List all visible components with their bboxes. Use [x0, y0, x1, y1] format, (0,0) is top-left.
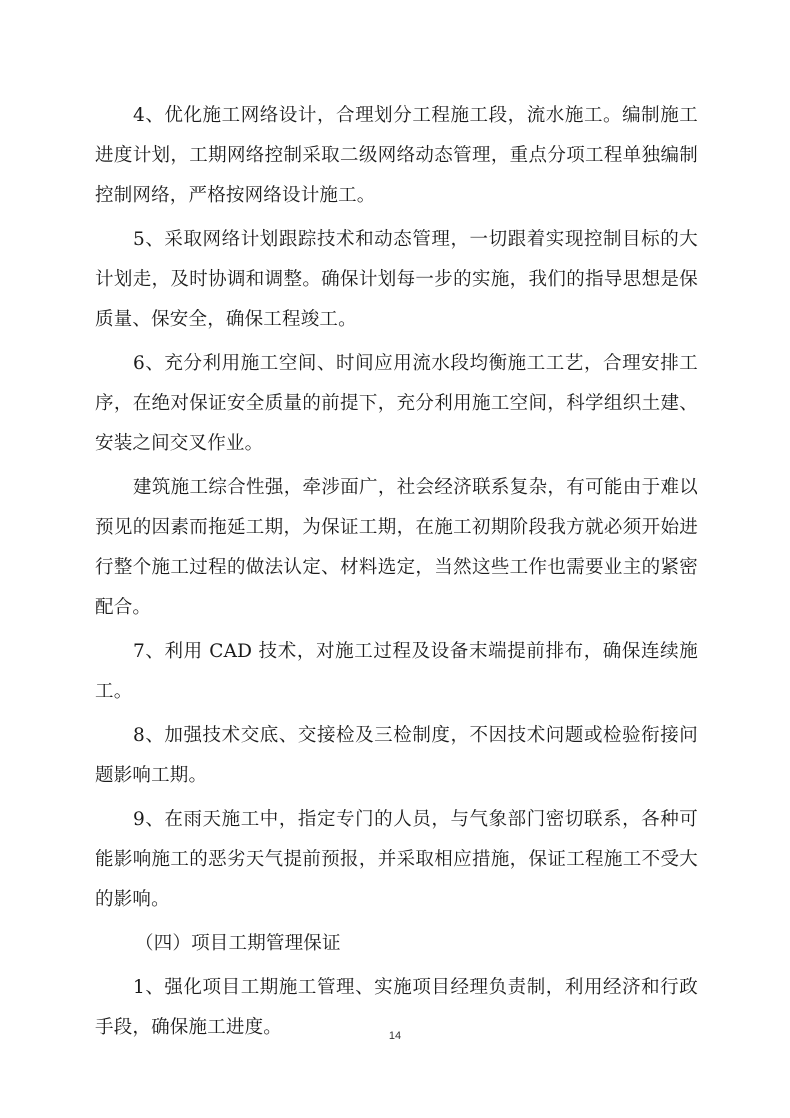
document-body: [95, 96, 698, 1052]
paragraph-item-5: 5、采取网络计划跟踪技术和动态管理，一切跟着实现控制目标的大计划走，及时协调和调整。确保计划每一步的实施，我们的指导思想是保质量、保安全，确保工程竣工。: [95, 229, 698, 330]
page-number: 14: [388, 1030, 402, 1042]
paragraph-item-4: 4、优化施工网络设计，合理划分工程施工段，流水施工。编制施工进度计划，工期网络控制采取二级网络动态管理，重点分项工程单独编制控制网络，严格按网络设计施工。: [95, 105, 698, 206]
paragraph-item-9: 9、在雨天施工中，指定专门的人员，与气象部门密切联系，各种可能影响施工的恶劣天气提前预报，并采取相应措施，保证工程施工不受大的影响。: [95, 809, 698, 910]
paragraph-item-7: 7、利用 CAD 技术，对施工过程及设备末端提前排布，确保连续施工。: [95, 641, 698, 702]
paragraph-item-8: 8、加强技术交底、交接检及三检制度，不因技术问题或检验衔接问题影响工期。: [95, 725, 698, 786]
paragraph-item-6: 6、充分利用施工空间、时间应用流水段均衡施工工艺，合理安排工序，在绝对保证安全质量的前提下，充分利用施工空间，科学组织土建、安装之间交叉作业。: [95, 353, 698, 454]
paragraph-construction-note: 建筑施工综合性强，牵涉面广，社会经济联系复杂，有可能由于难以预见的因素而拖延工期，为保证工期，在施工初期阶段我方就必须开始进行整个施工过程的做法认定、材料选定，当然这些工作也需要业主的紧密配合。: [95, 477, 698, 618]
section-heading: （四）项目工期管理保证: [135, 933, 341, 954]
paragraph-section-item-1: 1、强化项目工期施工管理、实施项目经理负责制，利用经济和行政手段，确保施工进度。: [95, 977, 698, 1038]
